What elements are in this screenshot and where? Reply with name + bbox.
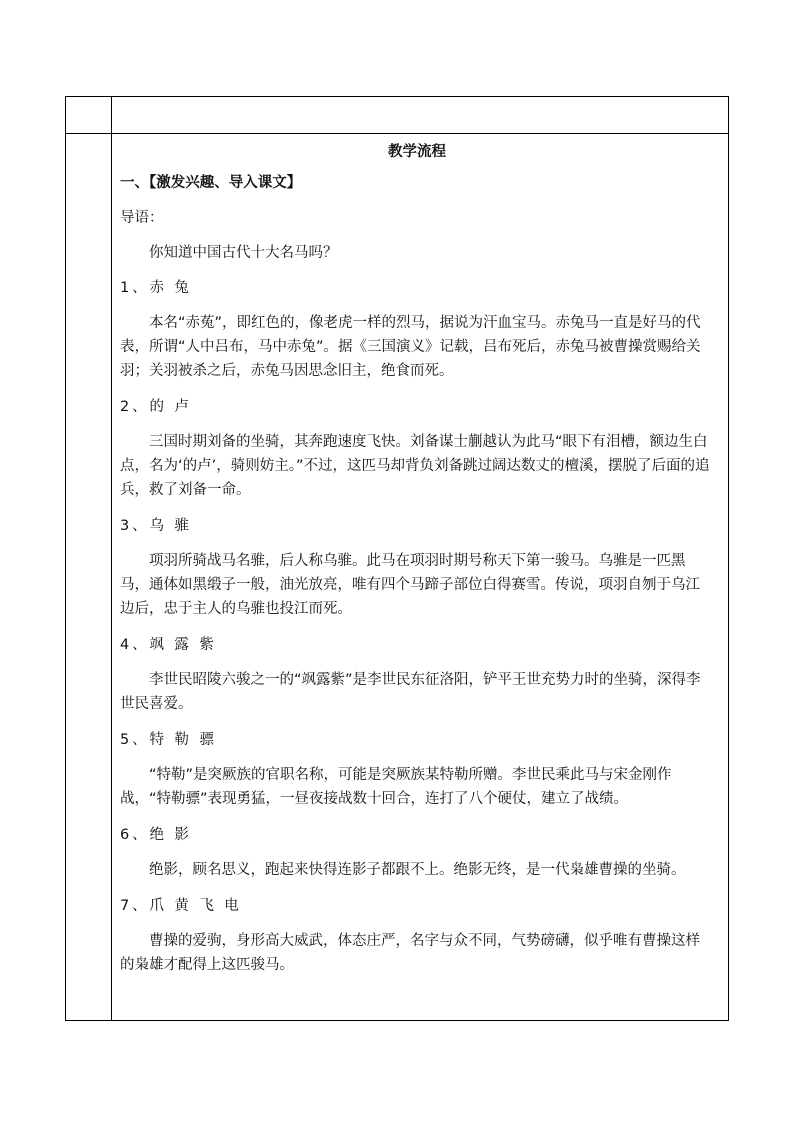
horse-name: 2、的 卢	[120, 399, 192, 415]
horse-name: 3、乌 骓	[120, 518, 192, 534]
horse-name: 1、赤 兔	[120, 280, 192, 296]
horse-description: “特勒”是突厥族的官职名称，可能是突厥族某特勒所赠。李世民乘此马与宋金刚作战，“特勒骠”表现勇猛，一昼夜接战数十回合，连打了八个硬仗，建立了战绩。	[120, 767, 672, 807]
horse-description: 曹操的爱驹，身形高大威武，体态庄严，名字与众不同，气势磅礴，似乎唯有曹操这样的枭雄才配得上这匹骏马。	[120, 933, 700, 973]
empty-cell	[66, 97, 112, 134]
horse-name: 7、爪 黄 飞 电	[120, 898, 242, 914]
document-title: 教学流程	[388, 144, 446, 160]
intro-question: 你知道中国古代十大名马吗？	[149, 245, 338, 261]
horse-name: 4、飒 露 紫	[120, 637, 217, 653]
horse-description: 三国时期刘备的坐骑，其奔跑速度飞快。刘备谋士蒯越认为此马“眼下有泪槽，额边生白点，名为‘的卢’，骑则妨主。”不过，这匹马却背负刘备跳过阔达数丈的檀溪，摆脱了后面的追兵，救了刘备一命。	[120, 434, 710, 498]
content-cell	[112, 134, 729, 1021]
table-header-row	[66, 97, 729, 134]
horse-description: 项羽所骑战马名骓，后人称乌骓。此马在项羽时期号称天下第一骏马。乌骓是一匹黑马，通体如黑缎子一般，油光放亮，唯有四个马蹄子部位白得赛雪。传说，项羽自刎于乌江边后，忠于主人的乌骓也投江而死。	[120, 553, 700, 617]
lesson-content	[112, 134, 728, 977]
horse-description: 李世民昭陵六骏之一的“飒露紫”是李世民东征洛阳，铲平王世充势力时的坐骑，深得李世民喜爱。	[120, 672, 701, 712]
lesson-plan-table	[65, 96, 729, 1021]
intro-label: 导语：	[120, 210, 164, 226]
empty-cell	[112, 97, 729, 134]
empty-cell	[66, 134, 112, 1021]
horse-name: 5、特 勒 骠	[120, 732, 217, 748]
horse-description: 绝影，顾名思义，跑起来快得连影子都跟不上。绝影无终，是一代枭雄曹操的坐骑。	[149, 862, 686, 878]
section-heading: 一、【激发兴趣、导入课文】	[120, 175, 302, 191]
horse-name: 6、绝 影	[120, 827, 192, 843]
horse-description: 本名“赤菟”，即红色的，像老虎一样的烈马，据说为汗血宝马。赤兔马一直是好马的代表，所谓“人中吕布，马中赤兔”。据《三国演义》记载，吕布死后，赤兔马被曹操赏赐给关羽；关羽被杀之后，赤兔马因思念旧主，绝食而死。	[120, 315, 701, 379]
table-content-row	[66, 134, 729, 1021]
